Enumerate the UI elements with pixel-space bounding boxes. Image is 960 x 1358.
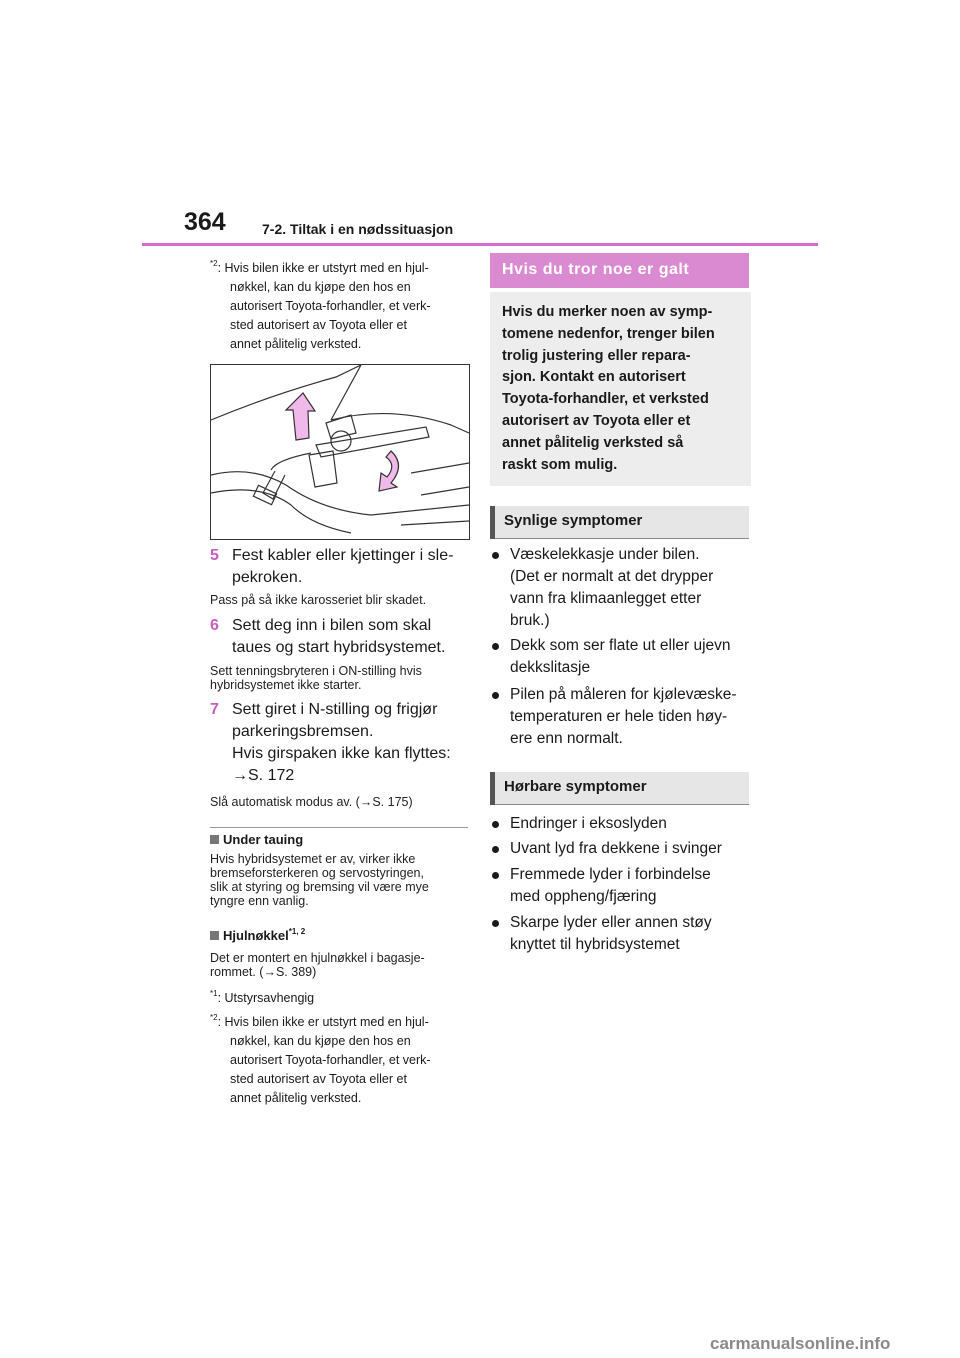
bullet-icon: [492, 846, 499, 853]
note-step-5: Pass på så ikke karosseriet blir skadet.: [210, 593, 427, 607]
step-number: 5: [210, 547, 219, 564]
list-item: Dekk som ser flate ut eller ujevn dekkslitasje: [492, 635, 754, 679]
bullet-icon: [492, 552, 499, 559]
list-item: Pilen på måleren for kjølevæske- temperaturen er hele tiden høy- ere enn normalt.: [492, 684, 754, 750]
tow-hook-illustration: [210, 364, 470, 540]
step-number: 7: [210, 701, 219, 718]
hjulnokkel-heading: Hjulnøkkel$^{*1, 2}$: [210, 927, 305, 943]
hjulnokkel-text: Det er montert en hjulnøkkel i bagasje- rommet. (→S. 389): [210, 951, 425, 979]
note-line: Sett tenningsbryteren i ON-stilling hvis: [210, 664, 422, 678]
footnote-line: annet pålitelig verksted.: [230, 337, 362, 351]
bullet-icon: [492, 920, 499, 927]
rotate-up-arrow-icon: [286, 393, 315, 440]
watermark: carmanualsonline.info: [710, 1334, 891, 1353]
footnote-1: $^{*1}$: Utstyrsavhengig: [210, 989, 315, 1005]
note-line: hybridsystemet ikke starter.: [210, 678, 362, 692]
footnote-top: [210, 254, 472, 354]
step-line: parkeringsbremsen.: [232, 723, 374, 740]
footnote-line: nøkkel, kan du kjøpe den hos en: [230, 280, 411, 294]
bullet-icon: [492, 872, 499, 879]
section-heading: Hvis du tror noe er galt: [502, 261, 690, 278]
section-divider: [210, 827, 468, 828]
footnote-mark: *2: [210, 259, 218, 268]
bullet-icon: [492, 692, 499, 699]
audible-symptoms-heading: Hørbare symptomer: [490, 772, 749, 805]
square-bullet-icon: [210, 931, 219, 940]
step-line: Sett giret i N-stilling og frigjør: [232, 701, 438, 718]
under-tauing-heading: Under tauing: [210, 832, 303, 847]
page-reference: →S. 172: [232, 767, 295, 784]
note-step-6: [210, 664, 472, 692]
page-number: 364: [184, 208, 226, 236]
rotate-down-arrow-icon: [379, 451, 399, 491]
list-item: Væskelekkasje under bilen. (Det er normalt at det drypper vann fra klimaanlegget etter bruk.): [492, 544, 754, 632]
tow-hook-drawing: [211, 365, 469, 539]
intro-box: [490, 292, 751, 486]
footnote-first-line: : Hvis bilen ikke er utstyrt med en hjul-: [217, 261, 429, 275]
step-7: [210, 699, 472, 787]
footnote-line: sted autorisert av Toyota eller et: [230, 318, 407, 332]
square-bullet-icon: [210, 835, 219, 844]
step-line: pekroken.: [232, 569, 303, 586]
list-item: Fremmede lyder i forbindelse med oppheng/fjæring: [492, 864, 754, 908]
heading-accent-bar: [490, 506, 495, 539]
intro-text: Hvis du merker noen av symp- tomene nedenfor, trenger bilen trolig justering eller repara- sjon. Kontakt en autorisert Toyota-forhandler, et verksted autorisert av Toyota eller et annet pålitelig verksted så raskt som mulig.: [502, 304, 715, 473]
list-item: Skarpe lyder eller annen støy knyttet til hybridsystemet: [492, 912, 754, 956]
footnote-line: autorisert Toyota-forhandler, et verk-: [230, 299, 431, 313]
footnote-2: $^{*2}$: Hvis bilen ikke er utstyrt med en hjul- nøkkel, kan du kjøpe den hos en autorisert Toyota-forhandler, et verk- sted autorisert av Toyota eller et annet pålitelig verksted.: [210, 1013, 431, 1105]
header-rule: [142, 243, 818, 246]
step-line: Hvis girspaken ikke kan flyttes:: [232, 745, 451, 762]
step-number: 6: [210, 617, 219, 634]
heading-accent-bar: [490, 772, 495, 805]
bullet-icon: [492, 821, 499, 828]
visible-symptoms-heading: Synlige symptomer: [490, 506, 749, 539]
note-step-7: Slå automatisk modus av. (→S. 175): [210, 795, 413, 809]
list-item: Endringer i eksoslyden: [492, 813, 754, 835]
section-title: 7-2. Tiltak i en nødssituasjon: [262, 221, 454, 237]
step-6: [210, 615, 472, 659]
bullet-icon: [492, 643, 499, 650]
list-item: Uvant lyd fra dekkene i svinger: [492, 838, 754, 860]
section-title-bar: [490, 253, 749, 288]
under-tauing-text: Hvis hybridsystemet er av, virker ikke bremseforsterkeren og servostyringen, slik at styring og bremsing vil være mye tyngre enn vanlig.: [210, 852, 429, 908]
step-line: taues og start hybridsystemet.: [232, 639, 446, 656]
step-5: [210, 545, 472, 589]
step-line: Sett deg inn i bilen som skal: [232, 617, 432, 634]
step-line: Fest kabler eller kjettinger i sle-: [232, 547, 454, 564]
